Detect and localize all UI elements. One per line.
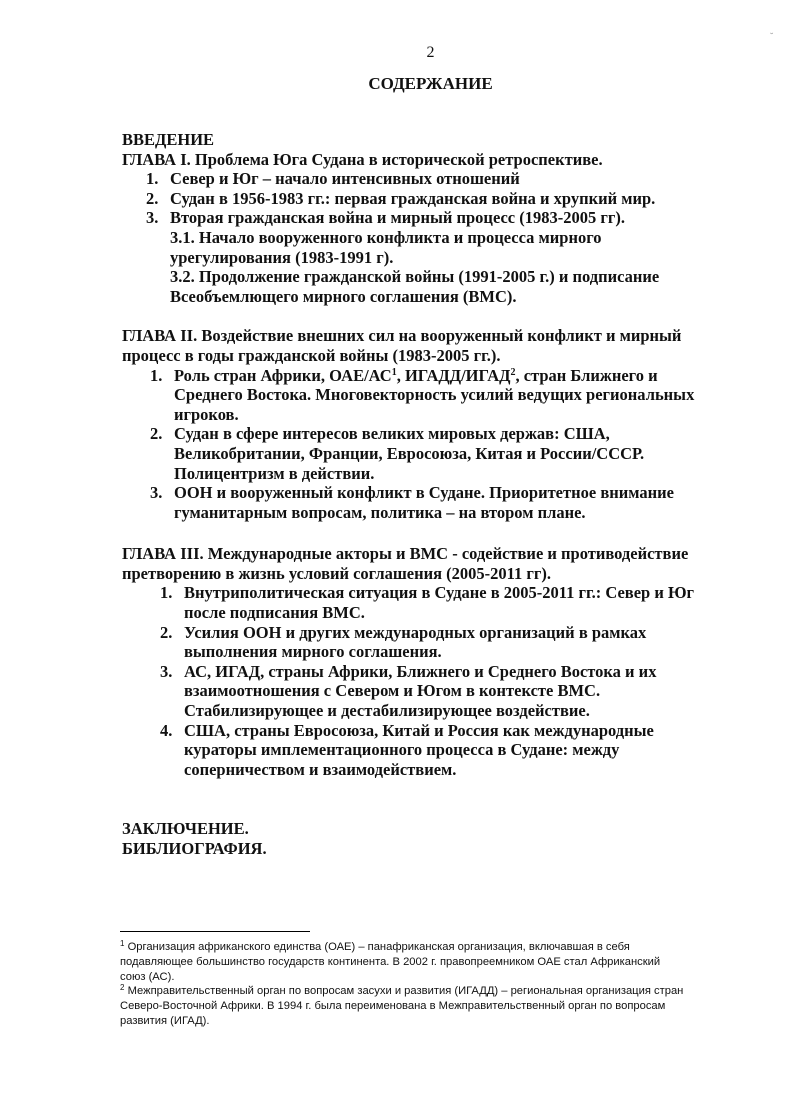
- item-text: выполнения мирного соглашения.: [184, 642, 442, 662]
- item-text: Полицентризм в действии.: [174, 463, 375, 483]
- footnote-text: Организация африканского единства (ОАЕ) – панафриканская организация, включавшая в себя: [127, 941, 630, 953]
- footnote-2: [120, 984, 750, 1028]
- chapter2-item: [122, 424, 742, 483]
- item-text-part: , стран Ближнего и: [515, 365, 658, 385]
- item-text: [160, 366, 742, 386]
- chapter1-subitem: [122, 228, 742, 267]
- item-text: ООН и вооруженный конфликт в Судане. Приоритетное внимание: [174, 483, 674, 503]
- item-text: США, страны Евросоюза, Китай и Россия как международные: [184, 720, 654, 740]
- item-text: кураторы имплементационного процесса в Судане: между: [184, 740, 620, 760]
- toc-bibliography: БИБЛИОГРАФИЯ.: [122, 839, 267, 858]
- chapter3-heading: ГЛАВА III. Международные акторы и ВМС - содействие и противодействие: [122, 544, 689, 564]
- table-of-contents: [122, 130, 742, 859]
- page-number: 2: [426, 44, 435, 61]
- item-text: Судан в 1956-1983 гг.: первая гражданская война и хрупкий мир.: [170, 188, 656, 208]
- footnote-1: [120, 940, 750, 984]
- footnote-mark: 1: [120, 939, 125, 948]
- footnote-text: Межправительственный орган по вопросам засухи и развития (ИГАДД) – региональная организация стран: [127, 985, 684, 998]
- item-number: 1.: [146, 169, 159, 189]
- item-text: гуманитарным вопросам, политика – на втором плане.: [174, 502, 586, 522]
- item-number: 1.: [160, 583, 173, 603]
- item-text: игроков.: [174, 404, 239, 424]
- item-text: АС, ИГАД, страны Африки, Ближнего и Среднего Востока и их: [184, 661, 657, 681]
- item-number: 4.: [160, 720, 173, 740]
- chapter3-item: [122, 721, 742, 780]
- footnote-ref-2: 2: [510, 366, 516, 378]
- item-text: соперничеством и взаимодействием.: [184, 759, 457, 779]
- footnote-mark: 2: [120, 983, 125, 993]
- chapter1-heading: ГЛАВА I. Проблема Юга Судана в исторической ретроспективе.: [122, 149, 603, 169]
- toc-conclusion: ЗАКЛЮЧЕНИЕ.: [122, 819, 249, 839]
- item-text: Судан в сфере интересов великих мировых держав: США,: [174, 424, 610, 444]
- item-number: 2.: [150, 424, 163, 444]
- chapter2-item: [122, 366, 742, 425]
- item-text: Север и Юг – начало интенсивных отношений: [170, 169, 520, 189]
- item-number: 3.: [150, 483, 163, 503]
- item-text: после подписания ВМС.: [184, 603, 365, 623]
- item-number: 1.: [150, 365, 163, 385]
- item-text-part: , ИГАДД/ИГАД: [396, 365, 511, 385]
- item-text: Усилия ООН и других международных организаций в рамках: [184, 622, 647, 642]
- item-text: Внутриполитическая ситуация в Судане в 2005-2011 гг.: Север и Юг: [184, 583, 695, 603]
- chapter1-item: [122, 208, 742, 228]
- subitem-text: 3.1. Начало вооруженного конфликта и процесса мирного: [170, 227, 602, 247]
- chapter1-item: [122, 169, 742, 189]
- chapter3-item: [122, 623, 742, 662]
- subitem-text: 3.2. Продолжение гражданской войны (1991-2005 г.) и подписание: [170, 267, 660, 287]
- item-number: 2.: [160, 622, 173, 642]
- item-text: взаимоотношения с Севером и Югом в контексте ВМС.: [184, 681, 601, 701]
- chapter1-item: [122, 189, 742, 209]
- footnote-text: Северо-Восточной Африки. В 1994 г. была переименована в Межправительственный орган по вопросам: [120, 1000, 666, 1013]
- corner-mark: ˘: [770, 32, 774, 43]
- footnote-text: развития (ИГАД).: [120, 1014, 210, 1027]
- item-text: Среднего Востока. Многовекторность усилий ведущих региональных: [174, 385, 695, 405]
- chapter3-item: [122, 583, 742, 622]
- toc-intro: ВВЕДЕНИЕ: [122, 130, 215, 149]
- item-number: 3.: [160, 661, 173, 681]
- subitem-text: Всеобъемлющего мирного соглашения (ВМС).: [170, 286, 517, 306]
- footnotes: [120, 930, 750, 1029]
- chapter2-heading: ГЛАВА II. Воздействие внешних сил на вооруженный конфликт и мирный: [122, 326, 682, 346]
- chapter1-subitem: [122, 267, 742, 306]
- page-title: СОДЕРЖАНИЕ: [368, 74, 493, 93]
- item-number: 3.: [146, 208, 159, 228]
- subitem-text: урегулирования (1983-1991 г).: [170, 247, 394, 267]
- item-number: 2.: [146, 188, 159, 208]
- footnote-ref-1: 1: [391, 366, 397, 378]
- chapter3-item: [122, 662, 742, 721]
- chapter2-item: [122, 483, 742, 522]
- footnote-text: подавляющее большинство государств континента. В 2002 г. правопреемником ОАЕ стал Африканский: [120, 955, 661, 968]
- item-text-part: Роль стран Африки, ОАЕ/АС: [174, 365, 392, 385]
- footnote-text: союз (АС).: [120, 970, 175, 983]
- item-text: Стабилизирующее и дестабилизирующее воздействие.: [184, 701, 590, 721]
- chapter2-heading: процесс в годы гражданской войны (1983-2005 гг.).: [122, 345, 501, 365]
- chapter3-heading: претворению в жизнь условий соглашения (2005-2011 гг).: [122, 563, 551, 583]
- item-text: Великобритании, Франции, Евросоюза, Китая и России/СССР.: [174, 443, 645, 463]
- item-text: Вторая гражданская война и мирный процесс (1983-2005 гг).: [170, 208, 625, 228]
